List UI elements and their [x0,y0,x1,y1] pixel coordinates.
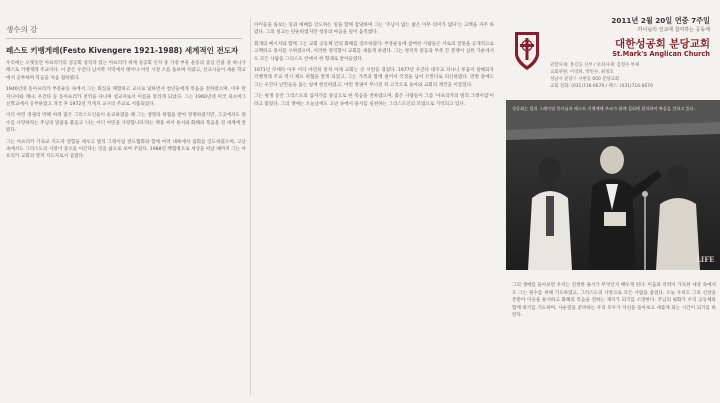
life-badge: LIFE [696,255,715,264]
church-motto: 하나님의 선교에 참여하는 공동체 [637,27,710,33]
photo-scene [506,100,720,270]
paragraph: 아이들을 돌보는 일과 예배를 인도하는 일을 함께 감당하며 그는 '주님이 없는 삶은 아무 의미가 없다'는 고백을 자주 하였다. 그의 설교는 단순하였지만 청중의 마음을 깊이 움직였다. [254,23,494,36]
paragraph: 그는 평생 동안 그리스도의 십자가를 중심으로 한 복음을 전하였으며, 많은 사람들이 그를 '아프리카의 빌리 그레이엄'이라고 불렀다. 그의 생애는 오늘날에도 고난 속에서 용서를 실천하는 그리스도인의 모범으로 기억되고 있다. [254,94,494,107]
bulletin-header [506,16,720,94]
church-info [550,62,714,90]
section-label: 생수의 강 [6,25,38,34]
info-line: 성남시 분당구 서현동 000 분당교회 [550,77,620,82]
title-divider [6,38,242,39]
info-line: 관할사제: 홍길동 신부 / 보좌사제: 김철수 부제 [550,63,640,68]
article-title: 페스토 키벵게레(Festo Kivengere 1921-1988) 세계적인 전도자 [6,46,239,55]
article-column-left [6,18,246,398]
paragraph: 우리에는 오랫동안 아프리카의 성공회 성직자 있는 아프리카 세계 성공회 신자 중 가장 부흥 운동의 중심 인물 중 하나가 페스토 키벵게레 주교이다. 이 분은 우간다 남서쪽 지역에서 태어나 어린 시절 소를 돌보며 자랐고, 선교사들이 세운 학교에서 공부하며 복음을 처음 접하였다. [6,61,246,81]
info-line: 교회 전화: (031)716-6679 / 팩스: (031)716-6679 [550,84,653,89]
article-column-middle [254,22,494,400]
paragraph: 이디 아민 정권의 박해 아래 많은 그리스도인들이 순교하였을 때 그는 생명의 위협을 받아 망명하였지만, 그곳에서도 원수를 사랑하라는 주님의 말씀을 붙들고 '나는 이디 아민을 사랑합니다'라는 책을 써서 용서와 화해의 복음을 전 세계에 알렸다. [6,113,246,134]
church-crest-icon [512,30,542,72]
info-line: 교회위원: 이영희, 박민수, 최정호 [550,70,614,75]
church-name-english: St.Mark's Anglican Church [612,50,710,58]
paragraph: 1940년대 동아프리카 부흥운동 속에서 그는 회심을 체험하고 교사로 일하면서 청년들에게 복음을 전하였으며, 이후 탄자니아와 케냐, 우간다 등 동아프리카 전역을 다니며 설교자로서 이름을 알리게 되었다. 그는 1960년대 미국 피츠버그 신학교에서 공부하였고 귀국 후 1972년 키게지 교구의 주교로 서품되었다. [6,87,246,108]
column-divider [250,18,251,396]
photo-caption: 성공회는 빌리 그레이엄 목사님과 페스토 키벵게레 주교가 함께 집회에 참석하여 복음을 전하고 있다. [512,106,696,111]
bulletin-sidebar [506,0,720,403]
historical-photo [506,100,720,270]
service-date: 2011년 2월 20일 연중 7주일 [611,16,710,25]
church-name-korean: 대한성공회 분당교회 [615,38,710,50]
paragraph: 그는 아프리카 기독교 지도자 연합을 세우고 빌리 그레이엄 전도협회와 함께 여러 대륙에서 집회를 인도하였으며, 고난 속에서도 그리스도의 사랑이 증오를 이긴다는 것을 삶으로 보여 주었다. 1988년 백혈병으로 세상을 떠날 때까지 그는 아프리카 교회의 영적 지도자로서 섬겼다. [6,139,246,160]
paragraph: 1971년 쿠데타 이후 이디 아민의 통치 아래 교회는 큰 시련을 겪었다. 1977년 우간다 대주교 자나니 루움이 살해되자 키벵게레 주교 역시 체포 위협을 받게 되었고, 그는 가족과 함께 걸어서 국경을 넘어 르완다로 피신하였다. 망명 중에도 그는 우간다 난민들을 돕는 일에 헌신하였고, 아민 정권이 무너진 뒤 고국으로 돌아와 교회의 재건을 이끌었다. [254,68,494,88]
sidebar-body-text: 그의 생애를 돌아보면 우리는 진정한 용서가 무엇인지 배우게 된다. 미움과 폭력이 가득한 세상 속에서도 그는 원수를 위해 기도하였고, 그리스도의 사랑으로 모든 사람을 품었다. 오늘 우리도 그의 신앙을 본받아 이웃을 용서하고 화해의 복음을 전하는 제자가 되기를 소망한다. 주님의 평화가 우리 공동체와 함께 하기를 기도하며, 사순절을 준비하는 우리 모두가 자신을 돌아보고 새롭게 되는 시간이 되기를 바란다. [512,283,716,319]
paragraph: 회개의 메시지와 함께 그는 교회 공동체 안의 화해를 강조하였다. 부흥운동에 참여한 사람들은 서로의 잘못을 공개적으로 고백하고 용서를 구하였으며, 이러한 정직함이 교회를 새롭게 하였다. 그는 정치적 갈등과 부족 간 분쟁이 심한 가운데서도 모든 사람을 그리스도 안에서 한 형제로 받아들였다. [254,41,494,62]
